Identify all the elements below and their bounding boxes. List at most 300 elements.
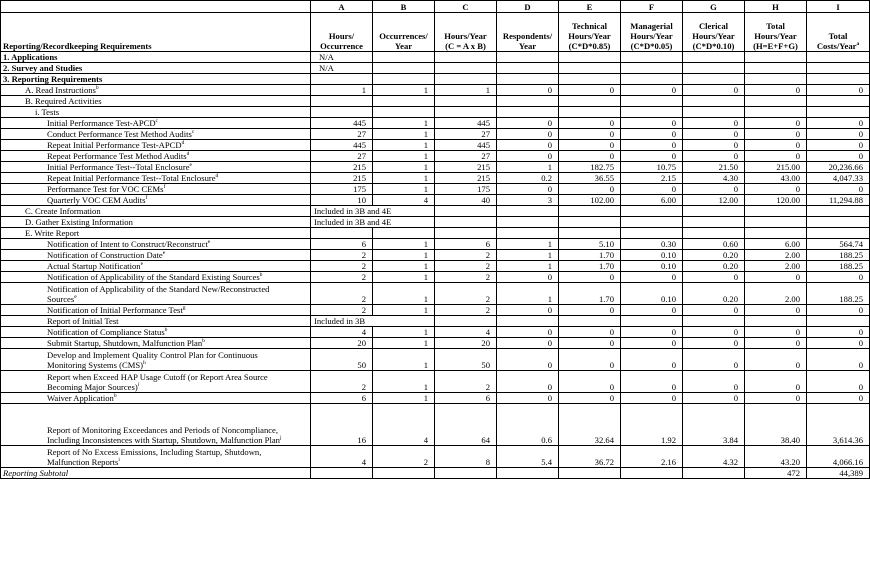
value-cell [621,228,683,239]
value-cell: 445 [435,140,497,151]
value-cell: 0 [497,129,559,140]
header-b: Occurrences/ Year [373,13,435,52]
value-cell: 0 [559,349,621,371]
value-cell: 2.00 [745,261,807,272]
value-cell: 0 [807,118,870,129]
header-h: Total Hours/Year (H=E+F+G) [745,13,807,52]
row-label: Report of Monitoring Exceedances and Periods of Noncompliance, Including Inconsistences with Startup, Shutdown, Malfunction Plan$^j$ [1,404,311,446]
value-cell: 0.20 [683,250,745,261]
value-cell: 0 [559,338,621,349]
table-row [1,327,870,338]
table-row [1,272,870,283]
row-label: Report of No Excess Emissions, Including Startup, Shutdown, Malfunction Reports$^i$ [1,446,311,468]
value-cell: 0 [559,151,621,162]
value-cell: 188.25 [807,283,870,305]
header-i: Total Costs/Year$^a$ [807,13,870,52]
value-cell [497,468,559,479]
table-row [1,63,870,74]
row-label: Initial Performance Test--Total Enclosure$^e$ [1,162,311,173]
row-label: Notification of Applicability of the Standard Existing Sources$^b$ [1,272,311,283]
value-cell: 188.25 [807,261,870,272]
row-label: Report when Exceed HAP Usage Cutoff (or Report Area Source Becoming Major Sources)$^i$ [1,371,311,393]
value-cell: 215.00 [745,162,807,173]
value-cell: 0 [807,151,870,162]
empty-cell [621,316,683,327]
value-cell: 215 [435,162,497,173]
value-cell: 40 [435,195,497,206]
value-cell: 0 [807,349,870,371]
value-cell [497,107,559,118]
value-cell: 1.70 [559,250,621,261]
value-cell: 0 [559,85,621,96]
value-cell: 2 [435,283,497,305]
empty-cell [807,52,870,63]
value-cell: 4.30 [683,173,745,184]
value-cell: 0 [683,371,745,393]
col-letter: C [435,1,497,13]
empty-cell [497,63,559,74]
value-cell: 175 [435,184,497,195]
value-cell [559,228,621,239]
value-cell: 1 [373,239,435,250]
value-cell: 0 [745,85,807,96]
value-cell: 0 [559,118,621,129]
value-cell: 1 [373,151,435,162]
value-cell: 43.20 [745,446,807,468]
row-label: Notification of Construction Date$^e$ [1,250,311,261]
value-cell: 0 [559,393,621,404]
value-cell: 0 [497,151,559,162]
value-cell: 8 [435,446,497,468]
value-cell: 0 [745,327,807,338]
empty-cell [373,52,435,63]
header-c: Hours/Year (C = A x B) [435,13,497,52]
value-cell [745,74,807,85]
value-cell [373,96,435,107]
value-cell [311,107,373,118]
empty-cell [559,217,621,228]
value-cell: 0 [621,272,683,283]
empty-cell [683,63,745,74]
value-cell: 4,066.16 [807,446,870,468]
value-cell: 12.00 [683,195,745,206]
value-cell: 0 [745,305,807,316]
value-cell: 0 [807,393,870,404]
value-cell [435,107,497,118]
table-row [1,96,870,107]
col-letter: B [373,1,435,13]
value-cell: 0.2 [497,173,559,184]
row-label: 2. Survey and Studies [1,63,311,74]
col-letter: E [559,1,621,13]
row-label: Repeat Initial Performance Test-APCD$^d$ [1,140,311,151]
value-cell [311,468,373,479]
header-g: Clerical Hours/Year (C*D*0.10) [683,13,745,52]
table-row [1,371,870,393]
row-label: i. Tests [1,107,311,118]
value-cell: 5.10 [559,239,621,250]
table-row [1,338,870,349]
value-cell: 32.64 [559,404,621,446]
value-cell: 4.32 [683,446,745,468]
value-cell [807,228,870,239]
value-cell [311,96,373,107]
value-cell [621,96,683,107]
value-cell [373,107,435,118]
value-cell: 4 [373,404,435,446]
value-cell: 1 [497,162,559,173]
value-cell: 120.00 [745,195,807,206]
value-cell: 0 [807,129,870,140]
merged-note: Included in 3B and 4E [311,206,435,217]
value-cell: 445 [311,140,373,151]
value-cell: 0 [621,349,683,371]
value-cell: 44,389 [807,468,870,479]
value-cell [559,96,621,107]
value-cell: 2 [311,272,373,283]
value-cell: 0 [745,349,807,371]
value-cell: 188.25 [807,250,870,261]
empty-cell [559,316,621,327]
value-cell [807,96,870,107]
value-cell: 2.00 [745,250,807,261]
value-cell [497,96,559,107]
value-cell: 1 [373,250,435,261]
value-cell [683,74,745,85]
empty-cell [683,206,745,217]
empty-cell [745,52,807,63]
table-row [1,140,870,151]
value-cell: 1 [373,338,435,349]
value-cell: 16 [311,404,373,446]
header-e: Technical Hours/Year (C*D*0.85) [559,13,621,52]
empty-cell [621,206,683,217]
table-row [1,52,870,63]
value-cell: 0 [745,393,807,404]
value-cell: 6 [311,239,373,250]
value-cell: 0 [621,305,683,316]
value-cell: 2.15 [621,173,683,184]
value-cell: 1 [373,305,435,316]
empty-cell [373,63,435,74]
empty-cell [621,217,683,228]
empty-cell [559,206,621,217]
empty-cell [745,217,807,228]
value-cell [683,96,745,107]
value-cell: 0 [683,272,745,283]
value-cell: 0 [497,393,559,404]
value-cell: 215 [311,162,373,173]
row-label: Waiver Application$^b$ [1,393,311,404]
empty-cell [683,217,745,228]
value-cell: 0 [683,151,745,162]
value-cell: 0 [807,338,870,349]
value-cell: 20 [435,338,497,349]
table-row [1,468,870,479]
table-row [1,349,870,371]
value-cell: 3,614.36 [807,404,870,446]
table-row [1,74,870,85]
value-cell: 0 [745,272,807,283]
value-cell: 0 [497,338,559,349]
value-cell: 2 [311,305,373,316]
row-label: Conduct Performance Test Method Audits$^c$ [1,129,311,140]
value-cell: 1 [373,162,435,173]
value-cell: 0 [497,371,559,393]
empty-cell [745,206,807,217]
value-cell: 20 [311,338,373,349]
merged-note: N/A [311,63,373,74]
table-row [1,184,870,195]
value-cell: 1 [373,393,435,404]
value-cell: 3 [497,195,559,206]
value-cell: 0 [745,184,807,195]
value-cell: 27 [435,129,497,140]
value-cell: 0 [683,85,745,96]
row-label: A. Read Instructions$^b$ [1,85,311,96]
value-cell: 1 [373,129,435,140]
value-cell: 2 [435,261,497,272]
value-cell: 0 [497,140,559,151]
empty-cell [807,63,870,74]
value-cell: 0 [559,129,621,140]
value-cell: 0 [745,129,807,140]
value-cell: 36.55 [559,173,621,184]
row-label: Initial Performance Test-APCD$^c$ [1,118,311,129]
value-cell: 0 [621,338,683,349]
row-label: Reporting Subtotal [1,468,311,479]
table-row [1,228,870,239]
value-cell [497,228,559,239]
col-letter: F [621,1,683,13]
value-cell: 0 [683,184,745,195]
value-cell: 1 [373,261,435,272]
value-cell: 1 [373,184,435,195]
empty-cell [559,52,621,63]
empty-cell [435,217,497,228]
col-letter: G [683,1,745,13]
value-cell: 2 [435,250,497,261]
value-cell: 0 [807,140,870,151]
value-cell: 2 [373,446,435,468]
empty-cell [807,217,870,228]
value-cell: 4 [373,195,435,206]
value-cell: 0 [683,393,745,404]
row-label: D. Gather Existing Information [1,217,311,228]
col-letter: A [311,1,373,13]
value-cell: 4 [311,327,373,338]
value-cell: 0 [559,371,621,393]
value-cell [807,107,870,118]
value-cell: 102.00 [559,195,621,206]
value-cell: 0 [559,327,621,338]
value-cell: 0 [745,118,807,129]
value-cell: 20,236.66 [807,162,870,173]
value-cell: 1 [373,283,435,305]
empty-cell [807,316,870,327]
table-row [1,85,870,96]
value-cell: 0 [621,371,683,393]
value-cell: 2 [435,371,497,393]
value-cell: 0 [807,85,870,96]
value-cell: 0.60 [683,239,745,250]
value-cell: 0 [559,305,621,316]
value-cell: 0 [807,272,870,283]
value-cell: 0 [807,327,870,338]
value-cell [621,74,683,85]
value-cell: 27 [435,151,497,162]
table-row [1,404,870,446]
value-cell: 11,294.88 [807,195,870,206]
value-cell [435,468,497,479]
value-cell: 1 [373,371,435,393]
value-cell: 1 [373,118,435,129]
value-cell: 0 [497,184,559,195]
value-cell [435,96,497,107]
value-cell: 1 [373,85,435,96]
value-cell [683,107,745,118]
value-cell: 27 [311,151,373,162]
value-cell: 564.74 [807,239,870,250]
empty-cell [435,206,497,217]
table-row [1,195,870,206]
value-cell: 6 [435,239,497,250]
table-row [1,305,870,316]
value-cell [435,228,497,239]
value-cell [311,74,373,85]
value-cell [683,468,745,479]
value-cell: 36.72 [559,446,621,468]
empty-cell [435,63,497,74]
value-cell: 0 [497,305,559,316]
value-cell [621,107,683,118]
value-cell: 6 [435,393,497,404]
row-label: Report of Initial Test [1,316,311,327]
empty-cell [497,206,559,217]
value-cell: 0.20 [683,283,745,305]
value-cell: 4 [435,327,497,338]
value-cell: 1 [311,85,373,96]
value-cell [559,74,621,85]
value-cell [559,107,621,118]
table-row [1,316,870,327]
value-cell: 4 [311,446,373,468]
table-row [1,250,870,261]
value-cell: 2 [435,305,497,316]
value-cell: 0.10 [621,283,683,305]
row-label: Notification of Compliance Status$^b$ [1,327,311,338]
table-row [1,217,870,228]
empty-cell [435,316,497,327]
value-cell: 6 [311,393,373,404]
value-cell: 472 [745,468,807,479]
value-cell: 0 [683,129,745,140]
value-cell [745,107,807,118]
value-cell: 0 [497,272,559,283]
value-cell [373,468,435,479]
empty-cell [621,63,683,74]
value-cell: 2 [311,261,373,272]
empty-cell [621,52,683,63]
col-letter [1,1,311,13]
value-cell: 0 [621,129,683,140]
empty-cell [559,63,621,74]
value-cell: 0 [683,349,745,371]
value-cell: 64 [435,404,497,446]
value-cell: 0.10 [621,261,683,272]
row-label: Notification of Initial Performance Test$^g$ [1,305,311,316]
table-row [1,239,870,250]
value-cell: 0 [745,140,807,151]
value-cell: 27 [311,129,373,140]
value-cell: 21.50 [683,162,745,173]
value-cell: 10.75 [621,162,683,173]
empty-cell [435,52,497,63]
value-cell: 0.6 [497,404,559,446]
value-cell: 0 [621,151,683,162]
value-cell: 2 [435,272,497,283]
header-a: Hours/ Occurrence [311,13,373,52]
header-d: Respondents/ Year [497,13,559,52]
value-cell: 6.00 [621,195,683,206]
table-row [1,107,870,118]
row-label: Quarterly VOC CEM Audits$^f$ [1,195,311,206]
value-cell: 0.30 [621,239,683,250]
table-row [1,393,870,404]
column-header-row [1,13,870,52]
value-cell: 1 [373,173,435,184]
value-cell: 445 [435,118,497,129]
merged-note: N/A [311,52,373,63]
value-cell: 0 [745,371,807,393]
value-cell: 1.70 [559,283,621,305]
value-cell: 0 [559,272,621,283]
empty-cell [683,52,745,63]
col-letter: D [497,1,559,13]
value-cell: 1 [373,327,435,338]
value-cell [559,468,621,479]
value-cell: 0 [683,305,745,316]
value-cell: 0 [621,393,683,404]
empty-cell [497,217,559,228]
value-cell: 0 [621,118,683,129]
value-cell [373,228,435,239]
value-cell [745,96,807,107]
table-row [1,151,870,162]
row-label: Repeat Initial Performance Test--Total Enclosure$^d$ [1,173,311,184]
table-row [1,118,870,129]
header-f: Managerial Hours/Year (C*D*0.05) [621,13,683,52]
row-label: Submit Startup, Shutdown, Malfunction Plan$^b$ [1,338,311,349]
value-cell: 1 [435,85,497,96]
value-cell: 0 [621,85,683,96]
table-row [1,206,870,217]
empty-cell [807,206,870,217]
table-row [1,129,870,140]
value-cell [621,468,683,479]
value-cell [435,74,497,85]
row-label: Notification of Intent to Construct/Reconstruct$^e$ [1,239,311,250]
value-cell: 0 [745,151,807,162]
row-label: C. Create Information [1,206,311,217]
empty-cell [683,316,745,327]
value-cell: 50 [311,349,373,371]
value-cell: 2 [311,371,373,393]
value-cell: 0 [621,327,683,338]
value-cell: 2 [311,283,373,305]
value-cell [683,228,745,239]
value-cell: 0 [683,327,745,338]
